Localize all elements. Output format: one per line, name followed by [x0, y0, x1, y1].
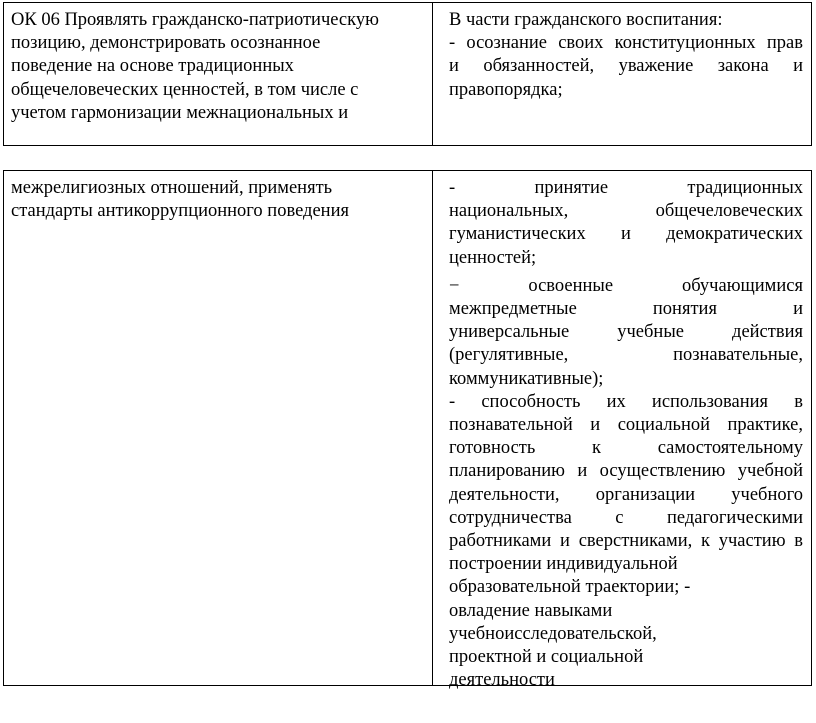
- text-line: межпредметные понятия и: [449, 299, 803, 320]
- text-line: и обязанностей, уважение закона и: [449, 56, 803, 77]
- text-line: стандарты антикоррупционного поведения: [11, 201, 349, 222]
- competency-cell: [4, 3, 433, 145]
- result-cell: [433, 171, 811, 691]
- text-line: - осознание своих конституционных прав: [449, 33, 803, 54]
- text-line: национальных, общечеловеческих: [449, 201, 803, 222]
- text-line: деятельности, организации учебного: [449, 484, 803, 505]
- table-bottom: [3, 170, 812, 691]
- text-line: − освоенные обучающимися: [449, 275, 803, 296]
- text-line: правопорядка;: [449, 79, 563, 100]
- text-line: поведение на основе традиционных: [11, 56, 294, 77]
- text-line: межрелигиозных отношений, применять: [11, 178, 333, 198]
- text-line: планированию и осуществлению учебной: [449, 461, 803, 482]
- text-line: коммуникативные);: [449, 368, 604, 389]
- text-line: познавательной и социальной практике,: [449, 415, 803, 436]
- table-top: [3, 2, 812, 146]
- text-line: - способность их использования в: [449, 391, 803, 412]
- text-line: работниками и сверстниками, к участию в: [449, 531, 803, 552]
- text-line: учетом гармонизации межнациональных и: [11, 102, 349, 123]
- text-line: сотрудничества с педагогическими: [449, 507, 803, 528]
- text-line: В части гражданского воспитания:: [449, 10, 723, 30]
- result-cell: [433, 3, 811, 145]
- text-line: образовательной траектории; -: [449, 577, 691, 598]
- text-line: деятельности: [449, 670, 555, 691]
- text-line: позицию, демонстрировать осознанное: [11, 33, 321, 54]
- text-line: общечеловеческих ценностей, в том числе с: [11, 79, 359, 100]
- competency-cell: [4, 171, 433, 685]
- text-line: ОК 06 Проявлять гражданско-патриотическую: [11, 10, 379, 30]
- text-line: готовность к самостоятельному: [449, 438, 803, 459]
- text-line: - принятие традиционных: [449, 178, 803, 198]
- text-line: овладение навыками: [449, 600, 613, 621]
- text-line: универсальные учебные действия: [449, 322, 803, 343]
- text-line: ценностей;: [449, 247, 537, 268]
- text-line: (регулятивные, познавательные,: [449, 345, 803, 366]
- text-line: построении индивидуальной: [449, 554, 678, 575]
- text-line: проектной и социальной: [449, 647, 644, 668]
- text-line: гуманистических и демократических: [449, 224, 803, 245]
- text-line: учебноисследовательской,: [449, 623, 657, 644]
